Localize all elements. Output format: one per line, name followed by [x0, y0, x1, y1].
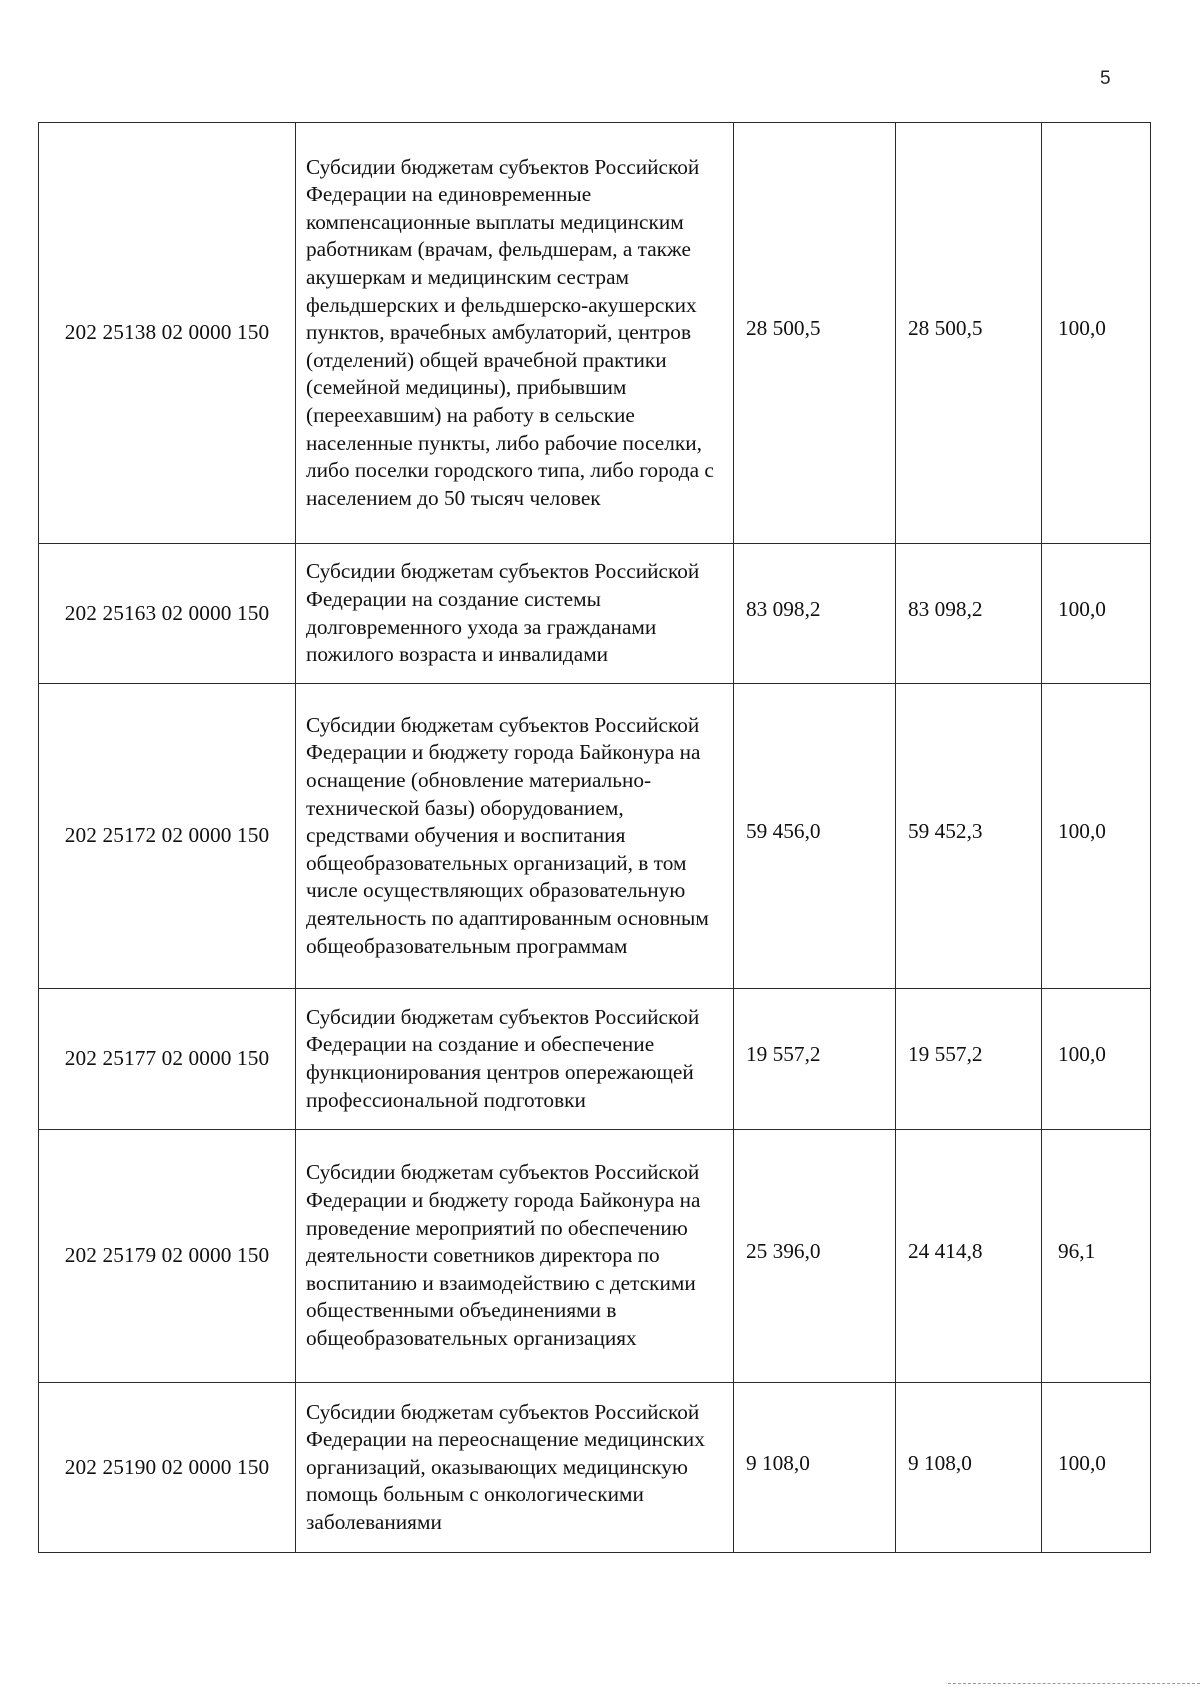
table-row — [39, 989, 1151, 1130]
fact-amount: 28 500,5 — [908, 316, 983, 341]
budget-code-cell: 202 25172 02 0000 150 — [39, 684, 296, 989]
fact-amount-cell — [896, 1383, 1042, 1553]
execution-percent: 100,0 — [1058, 1042, 1106, 1067]
percent-cell — [1042, 684, 1151, 989]
description-cell: Субсидии бюджетам субъектов Российской Федерации на переоснащение медицинских организаций, оказывающих медицинскую помощь больным с онкологическими заболеваниями — [296, 1383, 734, 1553]
plan-amount-cell — [734, 1383, 896, 1553]
table-row — [39, 1383, 1151, 1553]
description-cell: Субсидии бюджетам субъектов Российской Федерации и бюджету города Байконура на проведение мероприятий по обеспечению деятельности советников директора по воспитанию и взаимодействию с детскими общественными объединениями в общеобразовательных организациях — [296, 1130, 734, 1383]
plan-amount: 9 108,0 — [746, 1450, 810, 1475]
fact-amount: 9 108,0 — [908, 1450, 972, 1475]
table-row — [39, 1130, 1151, 1383]
fact-amount-cell — [896, 684, 1042, 989]
fact-amount-cell — [896, 989, 1042, 1130]
scan-edge-rule — [948, 1683, 1200, 1684]
description-cell: Субсидии бюджетам субъектов Российской Федерации и бюджету города Байконура на оснащение (обновление материально-технической базы) оборудованием, средствами обучения и воспитания общеобразовательных организаций, в том числе осуществляющих образовательную деятельность по адаптированным основным общеобразовательным программам — [296, 684, 734, 989]
execution-percent: 100,0 — [1058, 316, 1106, 341]
fact-amount-cell — [896, 123, 1042, 544]
plan-amount-cell — [734, 544, 896, 684]
fact-amount: 83 098,2 — [908, 596, 983, 621]
budget-subsidies-table — [38, 122, 1151, 1553]
budget-code-cell: 202 25138 02 0000 150 — [39, 123, 296, 544]
execution-percent: 100,0 — [1058, 1450, 1106, 1475]
budget-code-cell: 202 25179 02 0000 150 — [39, 1130, 296, 1383]
plan-amount-cell — [734, 989, 896, 1130]
plan-amount: 83 098,2 — [746, 596, 821, 621]
budget-code-cell: 202 25177 02 0000 150 — [39, 989, 296, 1130]
execution-percent: 96,1 — [1058, 1239, 1096, 1264]
execution-percent: 100,0 — [1058, 819, 1106, 844]
percent-cell — [1042, 989, 1151, 1130]
description-cell: Субсидии бюджетам субъектов Российской Федерации на создание системы долговременного ухода за гражданами пожилого возраста и инвалидами — [296, 544, 734, 684]
description-cell: Субсидии бюджетам субъектов Российской Федерации на единовременные компенсационные выплаты медицинским работникам (врачам, фельдшерам, а также акушеркам и медицинским сестрам фельдшерских и фельдшерско-акушерских пунктов, врачебных амбулаторий, центров (отделений) общей врачебной практики (семейной медицины), прибывшим (переехавшим) на работу в сельские населенные пункты, либо рабочие поселки, либо поселки городского типа, либо города с населением до 50 тысяч человек — [296, 123, 734, 544]
plan-amount-cell — [734, 123, 896, 544]
table-row — [39, 544, 1151, 684]
plan-amount-cell — [734, 1130, 896, 1383]
page-number: 5 — [1100, 68, 1111, 89]
percent-cell — [1042, 544, 1151, 684]
plan-amount: 25 396,0 — [746, 1239, 821, 1264]
plan-amount: 19 557,2 — [746, 1042, 821, 1067]
plan-amount: 28 500,5 — [746, 316, 821, 341]
fact-amount: 59 452,3 — [908, 819, 983, 844]
fact-amount: 19 557,2 — [908, 1042, 983, 1067]
budget-code-cell: 202 25190 02 0000 150 — [39, 1383, 296, 1553]
plan-amount: 59 456,0 — [746, 819, 821, 844]
percent-cell — [1042, 1130, 1151, 1383]
description-cell: Субсидии бюджетам субъектов Российской Федерации на создание и обеспечение функционирования центров опережающей профессиональной подготовки — [296, 989, 734, 1130]
execution-percent: 100,0 — [1058, 596, 1106, 621]
table-row — [39, 123, 1151, 544]
percent-cell — [1042, 123, 1151, 544]
fact-amount-cell — [896, 1130, 1042, 1383]
budget-code-cell: 202 25163 02 0000 150 — [39, 544, 296, 684]
table-row — [39, 684, 1151, 989]
fact-amount-cell — [896, 544, 1042, 684]
fact-amount: 24 414,8 — [908, 1239, 983, 1264]
plan-amount-cell — [734, 684, 896, 989]
percent-cell — [1042, 1383, 1151, 1553]
